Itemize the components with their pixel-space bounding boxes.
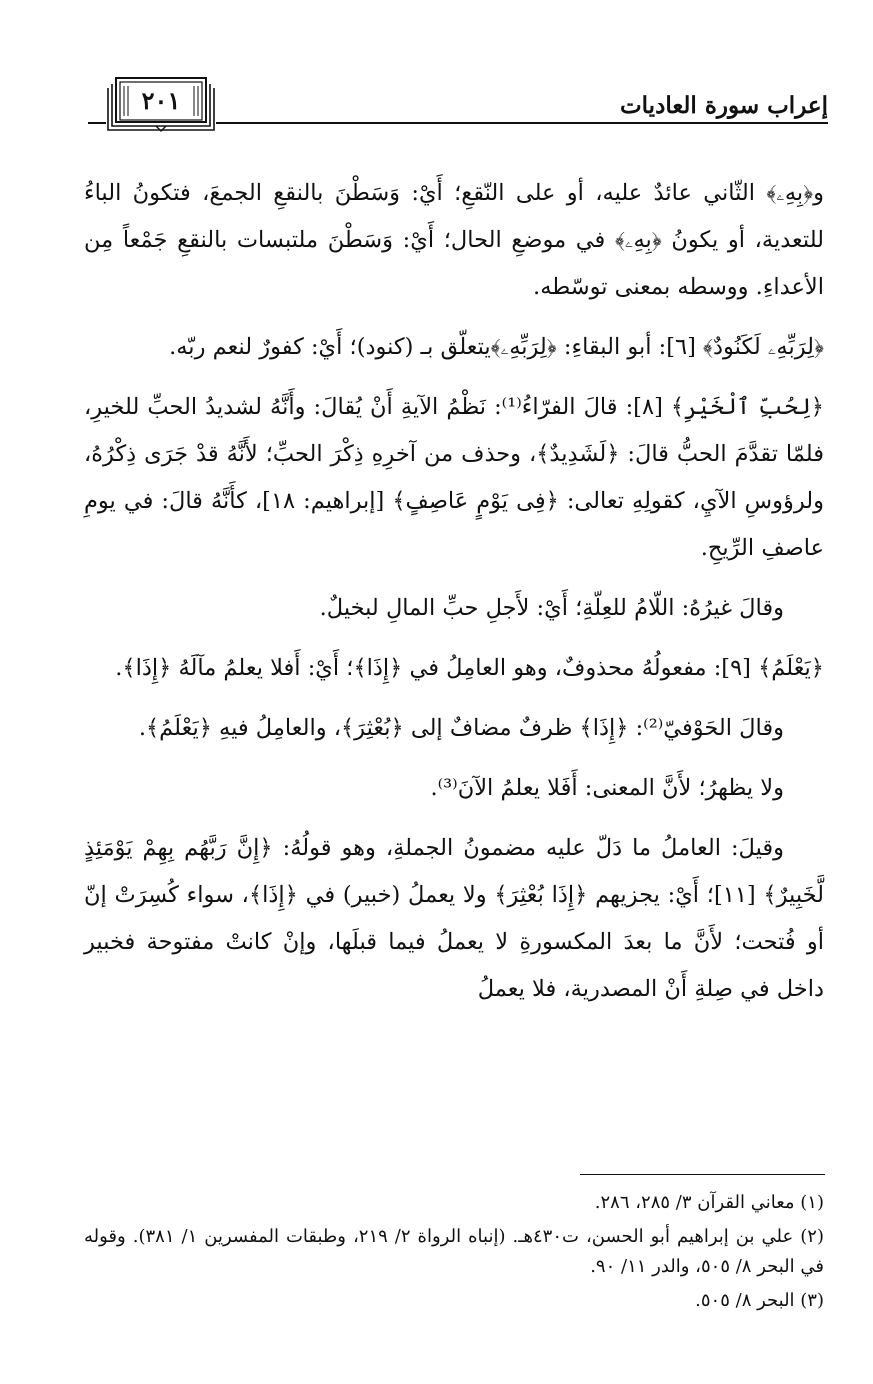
paragraph: وقيلَ: العاملُ ما دَلّ عليه مضمونُ الجملةِ، وهو قولُهُ: ﴿إِنَّ رَبَّهُم بِهِمْ يَوْمَئِذٍ لَّخَبِيرٌ﴾ [١١]؛ أَيْ: يجزيهم ﴿إِذَا بُعْثِرَ﴾ ولا يعملُ (خبير) في ﴿إِذَا﴾، سواء كُسِرَتْ إنّ أو فُتحت؛ لأَنَّ ما بعدَ المكسورةِ لا يعملُ فيما قبلَها، وإنْ كانتْ مفتوحة فخبير داخل في صِلةِ أَنْ المصدرية، فلا يعملُ bbox=[84, 835, 824, 1002]
footnote: (٢) علي بن إبراهيم أبو الحسن، ت٤٣٠هـ. (إنباه الرواة ٢/ ٢١٩، وطبقات المفسرين ١/ ٣٨١). وقوله في البحر ٨/ ٥٠٥، والدر ١١/ ٩٠. bbox=[84, 1226, 824, 1277]
footnote: (١) معاني القرآن ٣/ ٢٨٥، ٢٨٦. bbox=[594, 1192, 824, 1213]
page-header bbox=[88, 74, 828, 130]
paragraph: ولا يظهرُ؛ لأَنَّ المعنى: أَفَلا يعلمُ الآنَ⁽³⁾. bbox=[430, 775, 784, 801]
footnotes bbox=[84, 1188, 824, 1320]
paragraph: ﴿لِحُبِّ ٱلْخَيْرِ﴾ [٨]: قالَ الفرّاءُ⁽¹⁾: نَظْمُ الآيةِ أَنْ يُقالَ: وأَنَّهُ لشديدُ الحبِّ للخيرِ، فلمّا تقدَّمَ الحبُّ قالَ: ﴿لَشَدِيدٌ﴾، وحذف من آخرِهِ ذِكْرَ الحبِّ؛ لأَنَّهُ قدْ جَرَى ذِكْرُهُ، ولرؤوسِ الآيِ، كقولِهِ تعالى: ﴿فِى يَوْمٍ عَاصِفٍ﴾ [إبراهيم: ١٨]، كأَنَّهُ قالَ: في يومِ عاصفِ الرِّيحِ. bbox=[84, 394, 825, 561]
main-text bbox=[84, 170, 824, 1026]
paragraph: وقالَ غيرُهُ: اللّامُ للعِلّةِ؛ أَيْ: لأَجلِ حبِّ المالِ لبخيلٌ. bbox=[319, 595, 784, 621]
paragraph: و﴿بِهِۦ﴾ الثّاني عائدٌ عليه، أو على النّقعِ؛ أَيْ: وَسَطْنَ بالنقعِ الجمعَ، فتكونُ الباءُ للتعدية، أو يكونُ ﴿بِهِۦ﴾ في موضعِ الحال؛ أَيْ: وَسَطْنَ ملتبسات بالنقعِ جَمْعاً مِن الأعداءِ. ووسطه بمعنى توسّطه. bbox=[84, 180, 824, 300]
running-title: إعراب سورة العاديات bbox=[620, 92, 828, 119]
paragraph: ﴿لِرَبِّهِۦ لَكَنُودٌ﴾ [٦]: أبو البقاءِ: ﴿لِرَبِّهِۦ﴾يتعلّق بـ (كنود)؛ أَيْ: كفورٌ لنعم ربّه. bbox=[169, 334, 824, 360]
page-number: ٢٠١ bbox=[141, 86, 181, 115]
page-number-badge bbox=[106, 74, 216, 132]
paragraph: ﴿يَعْلَمُ﴾ [٩]: مفعولُهُ محذوفٌ، وهو العامِلُ في ﴿إِذَا﴾؛ أَيْ: أَفلا يعلمُ مآلَهُ ﴿إِذَا﴾. bbox=[115, 655, 824, 681]
footnote-separator bbox=[580, 1174, 825, 1175]
footnote: (٣) البحر ٨/ ٥٠٥. bbox=[695, 1290, 824, 1311]
paragraph: وقالَ الحَوْفيّ⁽²⁾: ﴿إِذَا﴾ ظرفٌ مضافٌ إلى ﴿بُعْثِرَ﴾، والعامِلُ فيهِ ﴿يَعْلَمُ﴾. bbox=[138, 715, 784, 741]
